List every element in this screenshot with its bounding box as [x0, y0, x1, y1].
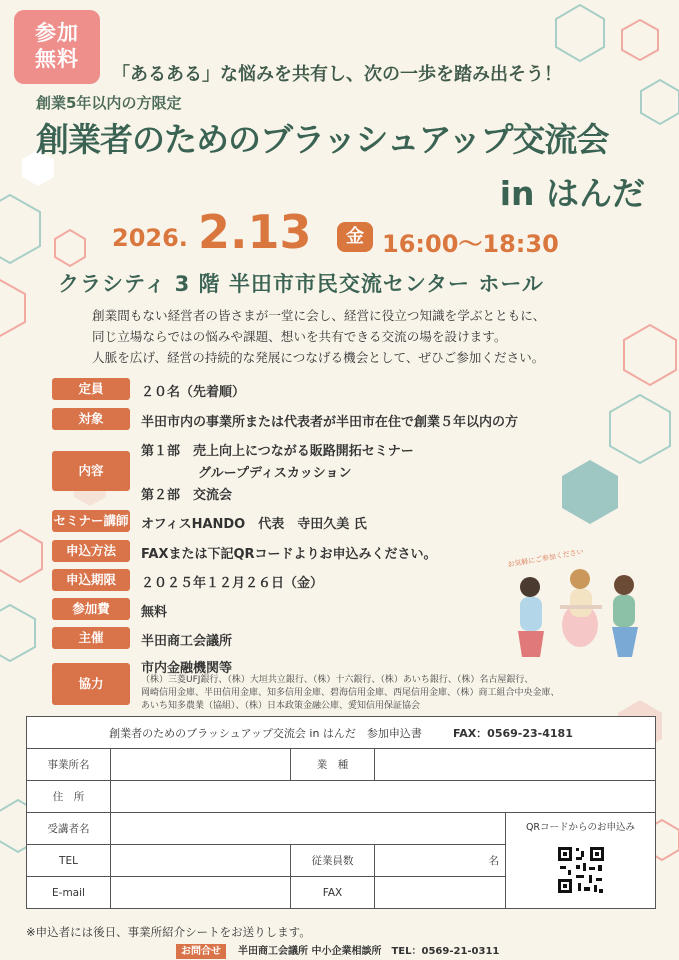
day-of-week-badge: 金	[337, 222, 373, 252]
content-discussion: グループディスカッション	[198, 466, 352, 481]
attendee-field[interactable]	[111, 813, 506, 845]
fax-field[interactable]	[375, 877, 506, 909]
content-label: 内容	[52, 451, 130, 491]
address-field[interactable]	[111, 781, 656, 813]
fax-label: FAX	[291, 877, 375, 909]
apply-method-value: FAXまたは下記QRコードよりお申込みください。	[141, 547, 437, 562]
industry-label: 業 種	[291, 749, 375, 781]
contact-value: 半田商工会議所 中小企業相談所 TEL：0569-21-0311	[238, 946, 500, 957]
intro-line: 同じ立場ならではの悩みや課題、想いを共有できる交流の場を設けます。	[92, 329, 507, 344]
contact	[176, 942, 499, 959]
free-badge	[14, 10, 100, 84]
eligibility-limit: 創業5年以内の方限定	[36, 94, 182, 112]
content-part1: 第１部 売上向上につながる販路開拓セミナー	[141, 444, 414, 459]
fee-value: 無料	[141, 605, 168, 620]
email-field[interactable]	[111, 877, 291, 909]
event-year: 2026.	[112, 224, 188, 252]
tel-label: TEL	[27, 845, 111, 877]
address-label: 住 所	[27, 781, 111, 813]
target-value: 半田市内の事業所または代表者が半田市在住で創業５年以内の方	[141, 415, 519, 430]
badge-line1: 参加	[35, 21, 79, 45]
capacity-value: ２０名（先着順）	[141, 385, 246, 400]
note: ※申込者には後日、事業所紹介シートをお送りします。	[26, 925, 311, 939]
event-time: 16:00〜18:30	[382, 230, 559, 258]
form-fax-number: FAX：0569-23-4181	[452, 726, 573, 740]
people-chatting-illustration	[500, 545, 660, 665]
lecturer-value: オフィスHANDO 代表 寺田久美 氏	[141, 517, 367, 532]
qr-label: QRコードからのお申込み	[525, 822, 636, 833]
apply-method-label: 申込方法	[52, 540, 130, 562]
event-title-location: in はんだ	[499, 174, 645, 213]
content-part2: 第２部 交流会	[141, 488, 233, 503]
cooperation-value: 市内金融機関等	[141, 661, 233, 676]
fee-label: 参加費	[52, 598, 130, 620]
office-name-label: 事業所名	[27, 749, 111, 781]
cooperation-list: （株）三菱UFJ銀行、（株）大垣共立銀行、（株）十六銀行、（株）あいち銀行、（株）名古屋銀行、	[141, 675, 534, 685]
attendee-label: 受講者名	[27, 813, 111, 845]
tagline: 「あるある」な悩みを共有し、次の一歩を踏み出そう！	[112, 64, 562, 85]
intro-line: 人脈を広げ、経営の持続的な発展につなげる機会として、ぜひご参加ください。	[92, 350, 545, 365]
event-title: 創業者のためのブラッシュアップ交流会	[36, 120, 609, 159]
badge-line2: 無料	[35, 47, 79, 71]
capacity-label: 定員	[52, 378, 130, 400]
contact-label: お問合せ	[176, 944, 226, 959]
host-label: 主催	[52, 627, 130, 649]
venue: クラシティ 3 階 半田市市民交流センター ホール	[58, 272, 544, 296]
illustration-caption: お気軽にご参加ください	[506, 547, 585, 569]
intro-text	[92, 305, 545, 368]
cooperation-list: あいち知多農業（協組）、（株）日本政策金融公庫、愛知信用保証協会	[141, 701, 421, 711]
qr-cell	[506, 813, 656, 909]
cooperation-list: 岡崎信用金庫、半田信用金庫、知多信用金庫、碧海信用金庫、西尾信用金庫、（株）商工組合中央金庫、	[141, 688, 560, 698]
office-name-field[interactable]	[111, 749, 291, 781]
qr-code-icon[interactable]	[556, 845, 606, 895]
industry-field[interactable]	[375, 749, 656, 781]
host-value: 半田商工会議所	[141, 634, 233, 649]
employees-field[interactable]	[375, 845, 506, 877]
email-label: E-mail	[27, 877, 111, 909]
tel-field[interactable]	[111, 845, 291, 877]
deadline-value: ２０２５年１２月２６日（金）	[141, 576, 324, 591]
intro-line: 創業間もない経営者の皆さまが一堂に会し、経営に役立つ知識を学ぶとともに、	[92, 308, 546, 323]
deadline-label: 申込期限	[52, 569, 130, 591]
employees-label: 従業員数	[291, 845, 375, 877]
target-label: 対象	[52, 408, 130, 430]
form-title: 創業者のためのブラッシュアップ交流会 in はんだ 参加申込書	[109, 726, 422, 740]
cooperation-label: 協力	[52, 663, 130, 705]
event-date: 2.13	[198, 205, 312, 259]
employees-unit: 名	[488, 855, 499, 867]
application-form	[26, 716, 656, 909]
form-header	[27, 717, 656, 749]
lecturer-label: セミナー講師	[52, 510, 130, 532]
